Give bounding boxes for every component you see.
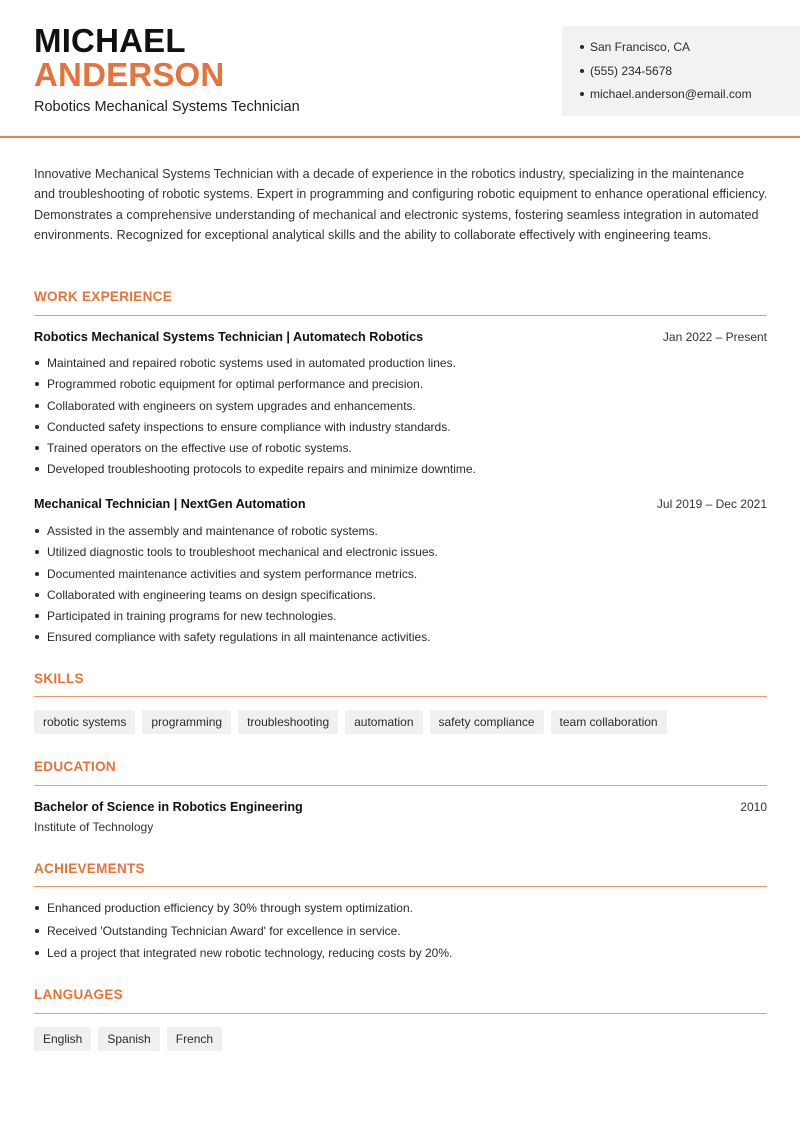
skill-tag: programming <box>142 710 231 734</box>
language-tag: Spanish <box>98 1027 159 1051</box>
language-tags <box>34 1027 222 1051</box>
contact-list <box>580 40 800 111</box>
job-header <box>34 330 767 348</box>
list-item: Led a project that integrated new robotic technology, reducing costs by 20%. <box>34 946 452 969</box>
list-item: Ensured compliance with safety regulations in all maintenance activities. <box>34 630 438 651</box>
job-date: Jul 2019 – Dec 2021 <box>656 497 767 511</box>
education-degree: Bachelor of Science in Robotics Engineering <box>34 800 303 814</box>
section-title-skills: SKILLS <box>34 671 84 686</box>
job-role: Mechanical Technician | NextGen Automation <box>34 497 306 511</box>
list-item: Collaborated with engineering teams on design specifications. <box>34 588 438 609</box>
resume-header <box>0 0 800 138</box>
list-item: Utilized diagnostic tools to troubleshoot mechanical and electronic issues. <box>34 545 438 566</box>
section-title-education: EDUCATION <box>34 759 116 774</box>
job-title: Robotics Mechanical Systems Technician <box>34 99 300 115</box>
section-title-achievements: ACHIEVEMENTS <box>34 861 145 876</box>
job-bullets <box>34 524 438 652</box>
profile-summary: Innovative Mechanical Systems Technician with a decade of experience in the robotics industry, specializing in the maintenance and troubleshooting of robotic systems. Expert in programming and configuring robotic equipment to enhance operational efficiency. Demonstrates a comprehensive understanding of mechanical and electronic systems, fostering seamless integration in automated environments. Recognized for exceptional analytical skills and the ability to collaborate effectively with engineering teams. <box>34 167 768 243</box>
skill-tag: team collaboration <box>551 710 667 734</box>
list-item: Conducted safety inspections to ensure compliance with industry standards. <box>34 420 476 441</box>
list-item: Trained operators on the effective use of robotic systems. <box>34 441 476 462</box>
job-bullets <box>34 356 476 484</box>
job-role: Robotics Mechanical Systems Technician | Automatech Robotics <box>34 330 424 344</box>
skill-tag: troubleshooting <box>238 710 338 734</box>
section-divider <box>34 696 767 697</box>
skill-tag: robotic systems <box>34 710 135 734</box>
education-header <box>34 800 767 818</box>
contact-email[interactable]: michael.anderson@email.com <box>580 87 800 111</box>
list-item: Participated in training programs for new technologies. <box>34 609 438 630</box>
first-name: MICHAEL <box>34 22 186 59</box>
education-year: 2010 <box>740 800 767 814</box>
list-item: Enhanced production efficiency by 30% through system optimization. <box>34 901 452 924</box>
section-title-work: WORK EXPERIENCE <box>34 289 173 304</box>
list-item: Received 'Outstanding Technician Award' for excellence in service. <box>34 924 452 947</box>
section-divider <box>34 1013 767 1014</box>
candidate-name <box>34 24 224 91</box>
section-divider <box>34 785 767 786</box>
contact-box <box>562 26 800 116</box>
skill-tag: safety compliance <box>430 710 544 734</box>
job-header <box>34 497 767 515</box>
contact-location: San Francisco, CA <box>580 40 800 64</box>
language-tag: French <box>167 1027 222 1051</box>
section-title-languages: LANGUAGES <box>34 987 123 1002</box>
last-name: ANDERSON <box>34 56 225 93</box>
list-item: Maintained and repaired robotic systems used in automated production lines. <box>34 356 476 377</box>
list-item: Developed troubleshooting protocols to expedite repairs and minimize downtime. <box>34 462 476 483</box>
contact-phone: (555) 234-5678 <box>580 64 800 88</box>
section-divider <box>34 315 767 316</box>
achievement-bullets <box>34 901 452 969</box>
list-item: Programmed robotic equipment for optimal performance and precision. <box>34 377 476 398</box>
language-tag: English <box>34 1027 91 1051</box>
skill-tag: automation <box>345 710 422 734</box>
list-item: Collaborated with engineers on system upgrades and enhancements. <box>34 399 476 420</box>
education-school: Institute of Technology <box>34 820 154 834</box>
section-divider <box>34 886 767 887</box>
list-item: Documented maintenance activities and system performance metrics. <box>34 567 438 588</box>
skills-tags <box>34 710 667 734</box>
list-item: Assisted in the assembly and maintenance of robotic systems. <box>34 524 438 545</box>
job-date: Jan 2022 – Present <box>662 330 767 344</box>
